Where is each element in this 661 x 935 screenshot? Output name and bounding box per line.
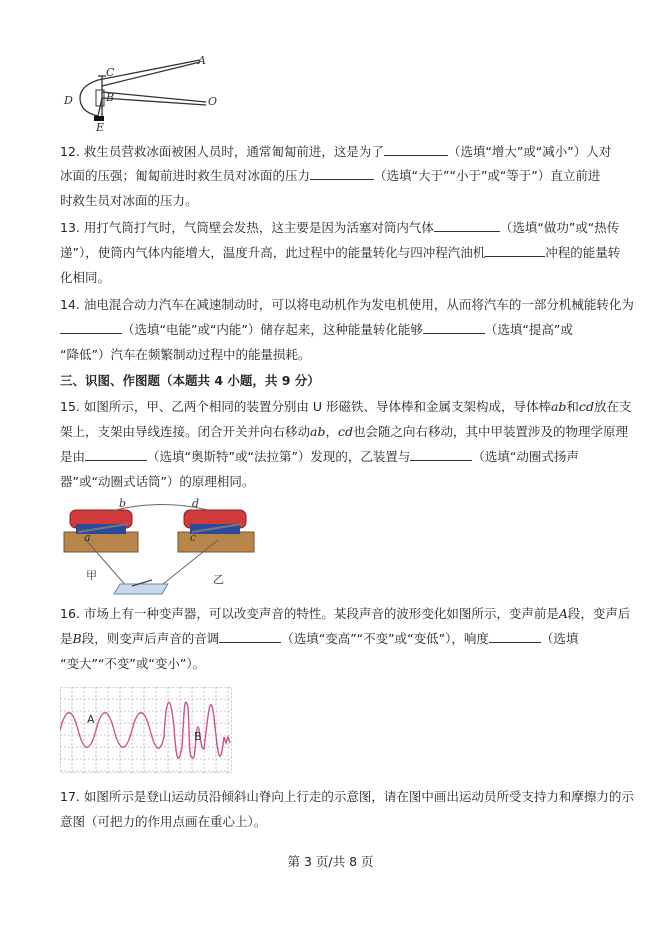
fig-label-O: O	[208, 95, 218, 108]
q15-line-2: 架上，支架由导线连接。闭合开关并向右移动ab，cd也会随之向右移动，其中甲装置涉及的物理学原理	[60, 424, 629, 439]
wave-label-A: A	[87, 713, 95, 726]
q16-blank-2[interactable]	[489, 631, 541, 643]
q13-line-1: 13. 用打气筒打气时，气筒壁会发热，这主要是因为活塞对筒内气体 （选填“做功”或“热传	[60, 220, 620, 235]
q13-blank-2[interactable]	[485, 245, 545, 257]
fig15-label-yi: 乙	[213, 573, 224, 586]
q14-line-2: （选填“电能”或“内能”）储存起来，这种能量转化能够 （选填“提高”或	[60, 322, 573, 338]
q13-blank-1[interactable]	[434, 220, 500, 232]
wave-label-B: B	[194, 730, 202, 743]
fig-label-A: A	[198, 54, 206, 67]
q14-blank-1[interactable]	[60, 322, 122, 334]
q15-line-4: 器”或“动圈式话筒”）的原理相同。	[60, 474, 255, 489]
fig-label-B: B	[106, 91, 115, 104]
fig-label-E: E	[96, 121, 105, 134]
q15-blank-2[interactable]	[410, 449, 472, 461]
q12-blank-1[interactable]	[384, 144, 448, 156]
q17-line-2: 意图（可把力的作用点画在重心上）。	[60, 814, 267, 829]
q15-line-1: 15. 如图所示，甲、乙两个相同的装置分别由 U 形磁铁、导体棒和金属支架构成，导体棒ab和cd放在支	[60, 399, 632, 414]
q13-line-2: 递”），使筒内气体内能增大，温度升高，此过程中的能量转化与四冲程汽油机 冲程的能量转	[60, 245, 621, 260]
fig15-label-jia: 甲	[86, 569, 97, 582]
q16-line-2: 是B段，则变声后声音的音调 （选填“变高”“不变”或“变低”），响度 （选填	[60, 631, 579, 646]
q16-blank-1[interactable]	[219, 631, 281, 643]
q14-line-1: 14. 油电混合动力汽车在减速制动时，可以将电动机作为发电机使用，从而将汽车的一部分机械能转化为	[60, 297, 634, 312]
q16-line-1: 16. 市场上有一种变声器，可以改变声音的特性。某段声音的波形变化如图所示，变声前是A段，变声后	[60, 606, 631, 621]
fig15-label-b: b	[119, 497, 127, 510]
fig-label-C: C	[106, 66, 115, 79]
q17-line-1: 17. 如图所示是登山运动员沿倾斜山脊向上行走的示意图，请在图中画出运动员所受支持力和摩擦力的示	[60, 789, 634, 804]
q15-blank-1[interactable]	[85, 449, 147, 461]
q13-line-3: 化相同。	[60, 270, 111, 285]
q12-line-3: 时救生员对冰面的压力。	[60, 193, 198, 208]
q12-line-1: 12. 救生员营救冰面被困人员时，通常匍匐前进，这是为了 （选填“增大”或“减小”）人对	[60, 144, 612, 159]
magnet-devices-figure	[58, 496, 268, 606]
page-number: 第 3 页/共 8 页	[287, 854, 374, 869]
q12-line-2: 冰面的压强；匍匐前进时救生员对冰面的压力 （选填“大于”“小于”或“等于”）直立前进	[60, 168, 601, 183]
q14-line-3: “降低”）汽车在频繁制动过程中的能量损耗。	[60, 347, 311, 362]
q12-blank-2[interactable]	[310, 168, 374, 180]
q14-blank-2[interactable]	[423, 322, 485, 334]
section-3-title: 三、识图、作图题（本题共 4 小题，共 9 分）	[60, 373, 320, 388]
fig-label-D: D	[64, 94, 73, 107]
q15-line-3: 是由 （选填“奥斯特”或“法拉第”）发现的，乙装置与 （选填“动圈式扬声	[60, 449, 579, 464]
q16-line-3: “变大”“不变”或“变小”）。	[60, 656, 206, 671]
fig15-label-a: a	[84, 531, 91, 544]
fig15-label-c: c	[190, 531, 197, 544]
waveform-figure	[60, 687, 232, 773]
fig15-label-d: d	[192, 497, 200, 510]
